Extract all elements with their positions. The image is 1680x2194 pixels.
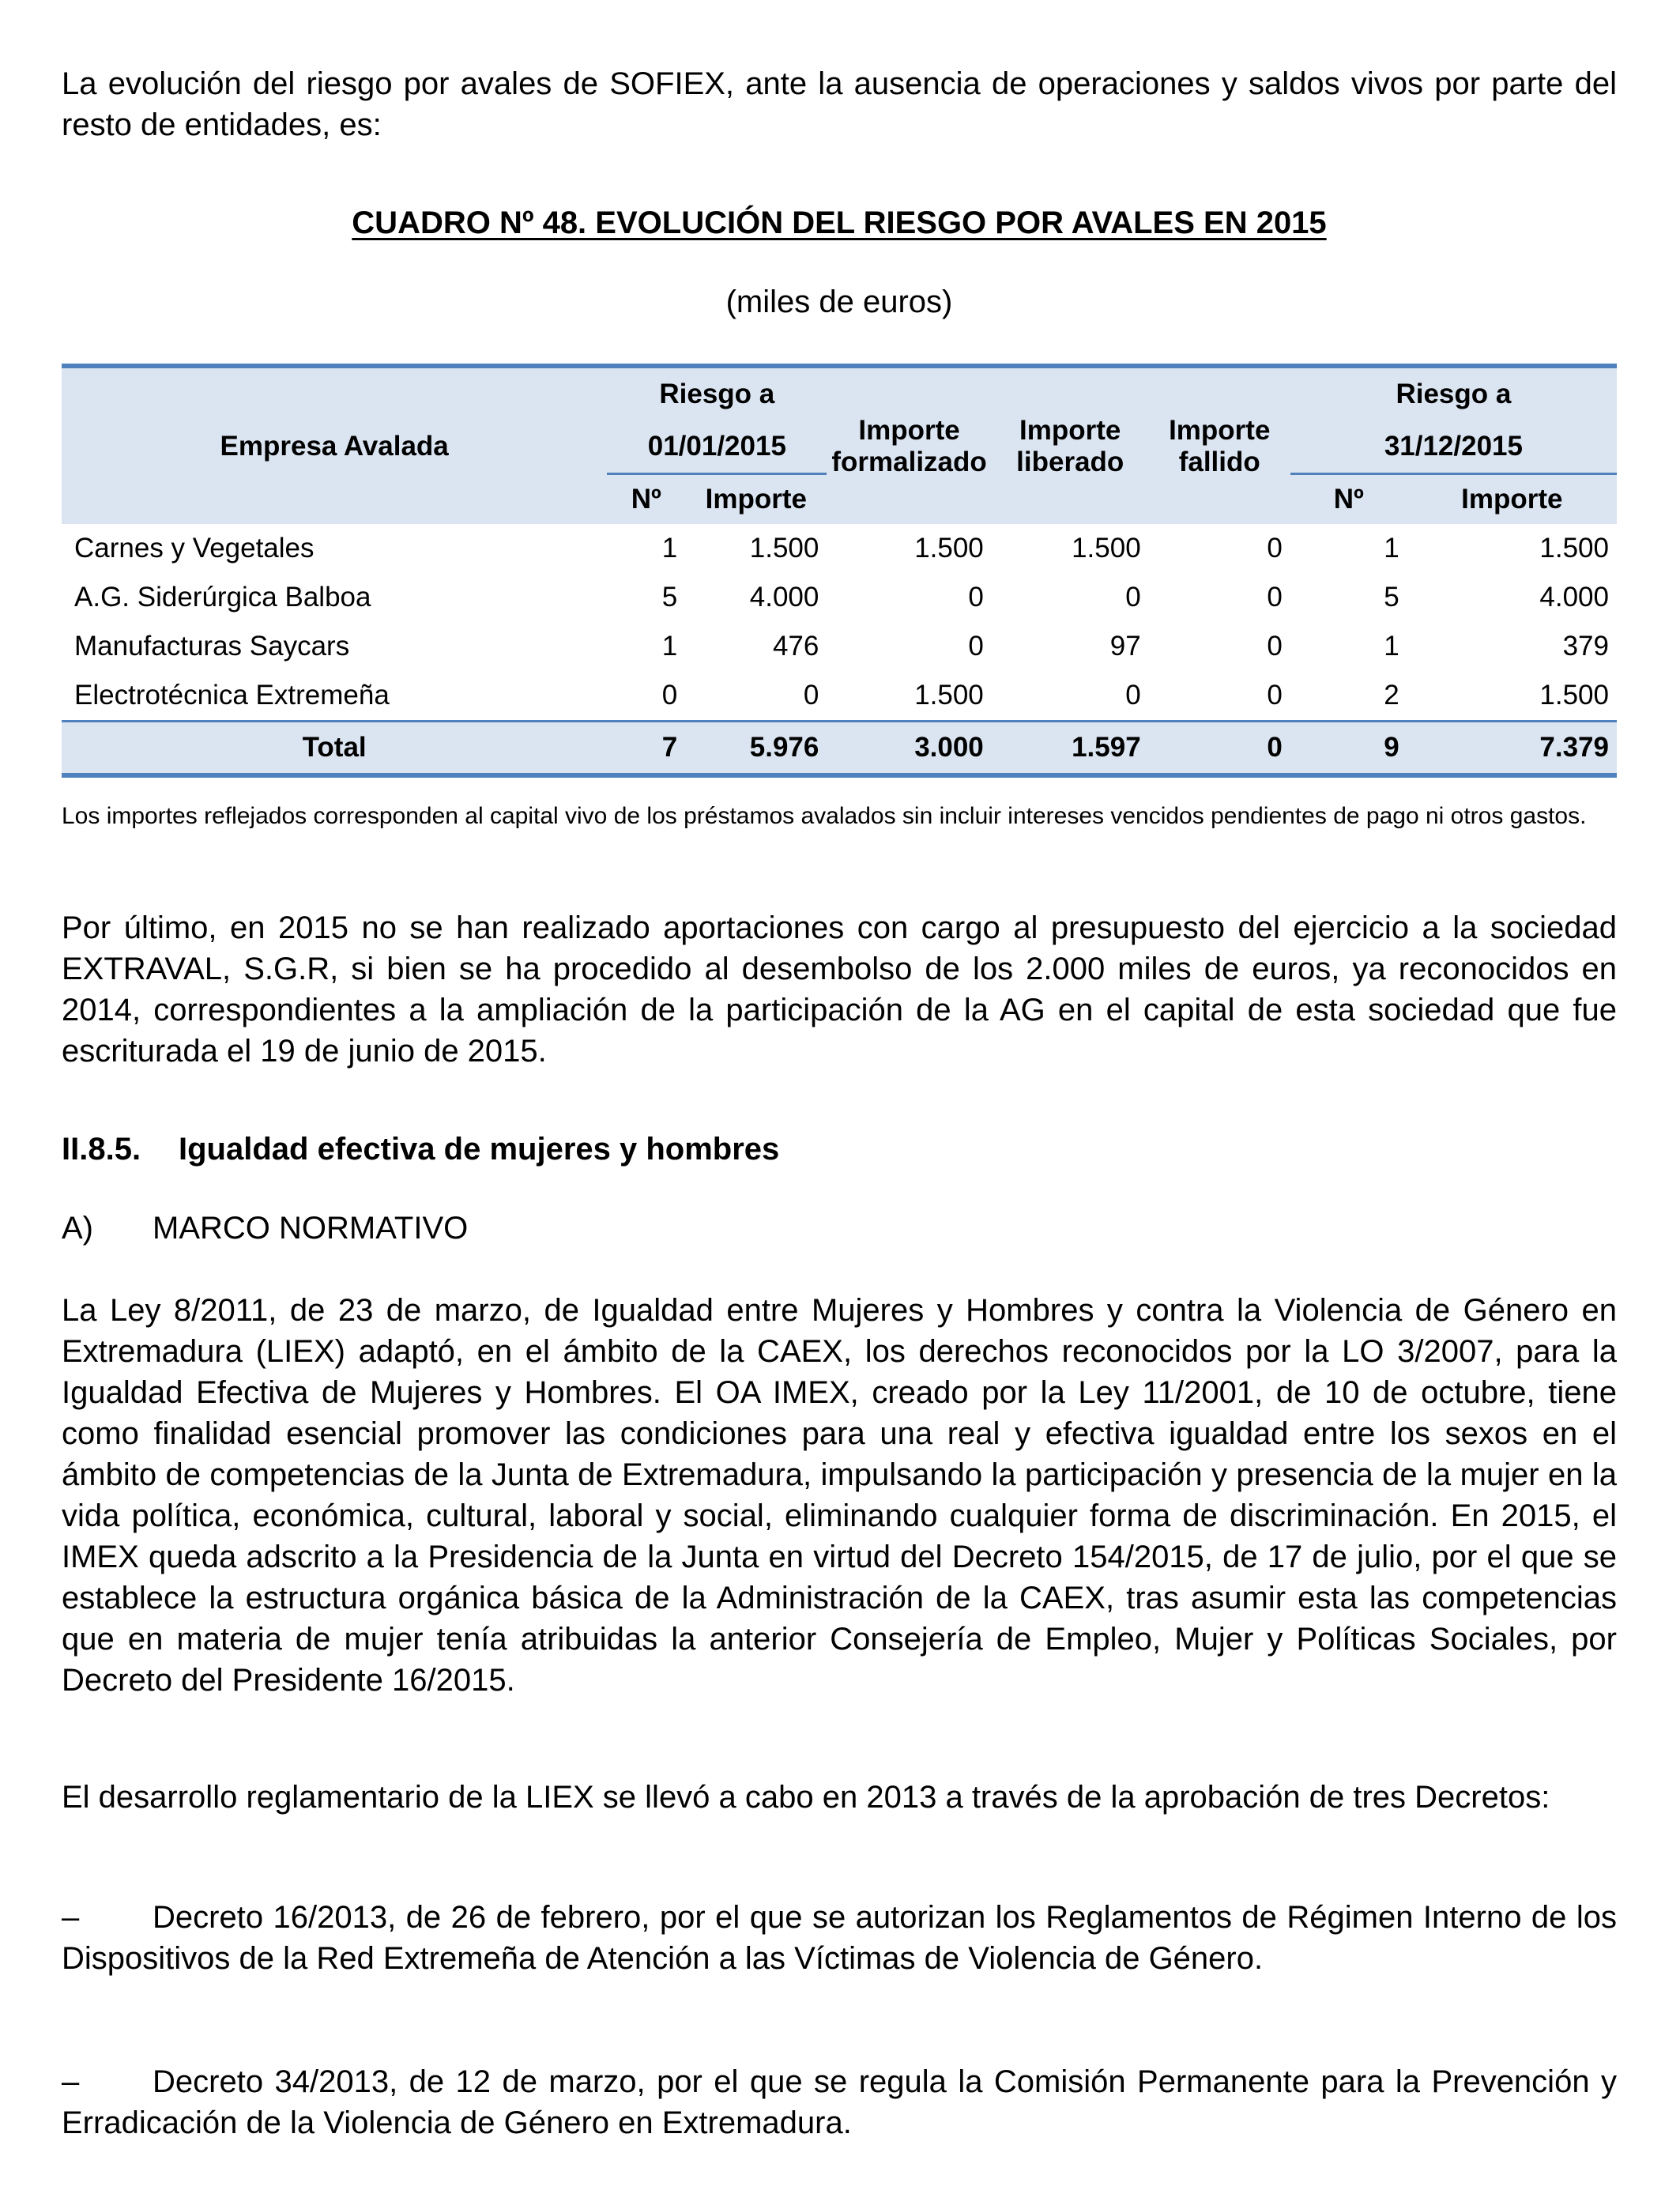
cell-num-ini: 0 [661,680,678,711]
cell-formalizado: 0 [968,582,984,613]
total-label: Total [302,732,367,763]
header-liberado [992,366,1149,524]
table-title-text: CUADRO Nº 48. EVOLUCIÓN DEL RIESGO POR AVALES EN 2015 [352,205,1327,240]
paragraph-liex: La Ley 8/2011, de 23 de marzo, de Igualdad entre Mujeres y Hombres y contra la Violencia de Género en Extremadura (LIEX) adaptó, en el ámbito de la CAEX, los derechos reconocidos por la LO 3/2007, para la Igualdad Efectiva de Mujeres y Hombres. El OA IMEX, creado por la Ley 11/2001, de 10 de octubre, tiene como finalidad esencial promover las condiciones para una real y efectiva igualdad entre los sexos en el ámbito de competencias de la Junta de Extremadura, impulsando la participación y presencia de la mujer en la vida política, económica, cultural, laboral y social, eliminando cualquier forma de discriminación. En 2015, el IMEX queda adscrito a la Presidencia de la Junta en virtud del Decreto 154/2015, de 17 de julio, por el que se establece la estructura orgánica básica de la Administración de la CAEX, tras asumir esta las competencias que en materia de mujer tenía atribuidas la anterior Consejería de Empleo, Mujer y Políticas Sociales, por Decreto del Presidente 16/2015. [62,1293,1617,1698]
header-importe-ini: Importe [685,474,827,525]
header-formalizado-line1: Importe [858,414,960,446]
bullet-item [62,1897,1617,1979]
subsection-heading [62,1208,468,1249]
cell-importe-ini: 4.000 [749,582,819,613]
header-riesgo-ini-1: Riesgo a [607,366,827,420]
header-riesgo-fin-2: 31/12/2015 [1290,420,1617,474]
total-importe-fin: 7.379 [1539,732,1609,763]
intro-paragraph: La evolución del riesgo por avales de SOFIEX, ante la ausencia de operaciones y saldos vivos por parte del resto de entidades, es: [62,66,1617,142]
header-fallido [1149,366,1290,524]
cell-importe-ini: 0 [803,680,819,711]
cell-liberado: 1.500 [1072,533,1141,564]
header-liberado-line1: Importe [1019,414,1121,446]
header-formalizado [827,366,991,524]
total-num-fin: 9 [1384,732,1399,763]
table-row [62,622,1617,671]
header-fallido-line2: fallido [1178,446,1260,477]
cell-empresa: Electrotécnica Extremeña [74,680,390,711]
cell-empresa: A.G. Siderúrgica Balboa [74,582,371,613]
subsection-title: MARCO NORMATIVO [153,1211,469,1246]
header-num-ini: Nº [607,474,685,525]
cell-importe-ini: 1.500 [749,533,819,564]
header-riesgo-fin-1: Riesgo a [1290,366,1617,420]
cell-liberado: 0 [1125,680,1141,711]
header-fallido-line1: Importe [1169,414,1271,446]
cell-fallido: 0 [1267,631,1283,662]
cell-empresa: Manufacturas Saycars [74,631,350,662]
cell-num-ini: 5 [661,582,678,613]
total-liberado: 1.597 [1072,732,1141,763]
cell-num-fin: 2 [1384,680,1399,711]
total-formalizado: 3.000 [914,732,984,763]
cell-importe-fin: 4.000 [1539,582,1609,613]
table-row [62,524,1617,573]
cell-importe-ini: 476 [772,631,819,662]
cell-num-ini: 1 [661,631,678,662]
cell-formalizado: 0 [968,631,984,662]
total-importe-ini: 5.976 [749,732,819,763]
risk-table [62,364,1617,778]
cell-liberado: 0 [1125,582,1141,613]
paragraph-desarrollo: El desarrollo reglamentario de la LIEX se llevó a cabo en 2013 a través de la aprobación de tres Decretos: [62,1780,1550,1815]
subsection-letter: A) [62,1211,93,1246]
header-empresa: Empresa Avalada [62,366,607,524]
cell-num-fin: 1 [1384,533,1399,564]
cell-importe-fin: 379 [1562,631,1609,662]
cell-fallido: 0 [1267,533,1283,564]
header-riesgo-ini-2: 01/01/2015 [607,420,827,474]
section-heading [62,1129,779,1170]
bullet-text: Decreto 16/2013, de 26 de febrero, por el que se autorizan los Reglamentos de Régimen Interno de los Dispositivos de la Red Extremeña de Atención a las Víctimas de Violencia de Género. [62,1900,1617,1976]
header-liberado-line2: liberado [1016,446,1124,477]
cell-importe-fin: 1.500 [1539,533,1609,564]
cell-fallido: 0 [1267,582,1283,613]
cell-empresa: Carnes y Vegetales [74,533,315,564]
dash-icon: – [62,2064,80,2099]
header-num-fin: Nº [1290,474,1407,525]
cell-num-fin: 1 [1384,631,1399,662]
cell-formalizado: 1.500 [914,680,984,711]
cell-num-ini: 1 [661,533,678,564]
bullet-item [62,2061,1617,2143]
table-total-row [62,722,1617,776]
header-importe-fin: Importe [1407,474,1617,525]
dash-icon: – [62,1900,80,1935]
section-number: II.8.5. [62,1132,141,1167]
bullet-text: Decreto 34/2013, de 12 de marzo, por el que se regula la Comisión Permanente para la Prevención y Erradicación de la Violencia de Género en Extremadura. [62,2064,1617,2140]
table-note: Los importes reflejados corresponden al capital vivo de los préstamos avalados sin incluir intereses vencidos pendientes de pago ni otros gastos. [62,803,1587,829]
table-row [62,671,1617,722]
cell-formalizado: 1.500 [914,533,984,564]
cell-liberado: 97 [1109,631,1141,662]
table-title [62,202,1617,243]
paragraph-extraval: Por último, en 2015 no se han realizado aportaciones con cargo al presupuesto del ejercicio a la sociedad EXTRAVAL, S.G.R, si bien se ha procedido al desembolso de los 2.000 miles de euros, ya reconocidos en 2014, correspondientes a la ampliación de la participación de la AG en el capital de esta sociedad que fue escriturada el 19 de junio de 2015. [62,910,1617,1069]
table-units: (miles de euros) [725,285,953,319]
header-formalizado-line2: formalizado [831,446,987,477]
total-fallido: 0 [1267,732,1283,763]
cell-num-fin: 5 [1384,582,1399,613]
table-row [62,573,1617,622]
total-num-ini: 7 [661,732,678,763]
cell-importe-fin: 1.500 [1539,680,1609,711]
section-title: Igualdad efectiva de mujeres y hombres [179,1132,780,1167]
cell-fallido: 0 [1267,680,1283,711]
